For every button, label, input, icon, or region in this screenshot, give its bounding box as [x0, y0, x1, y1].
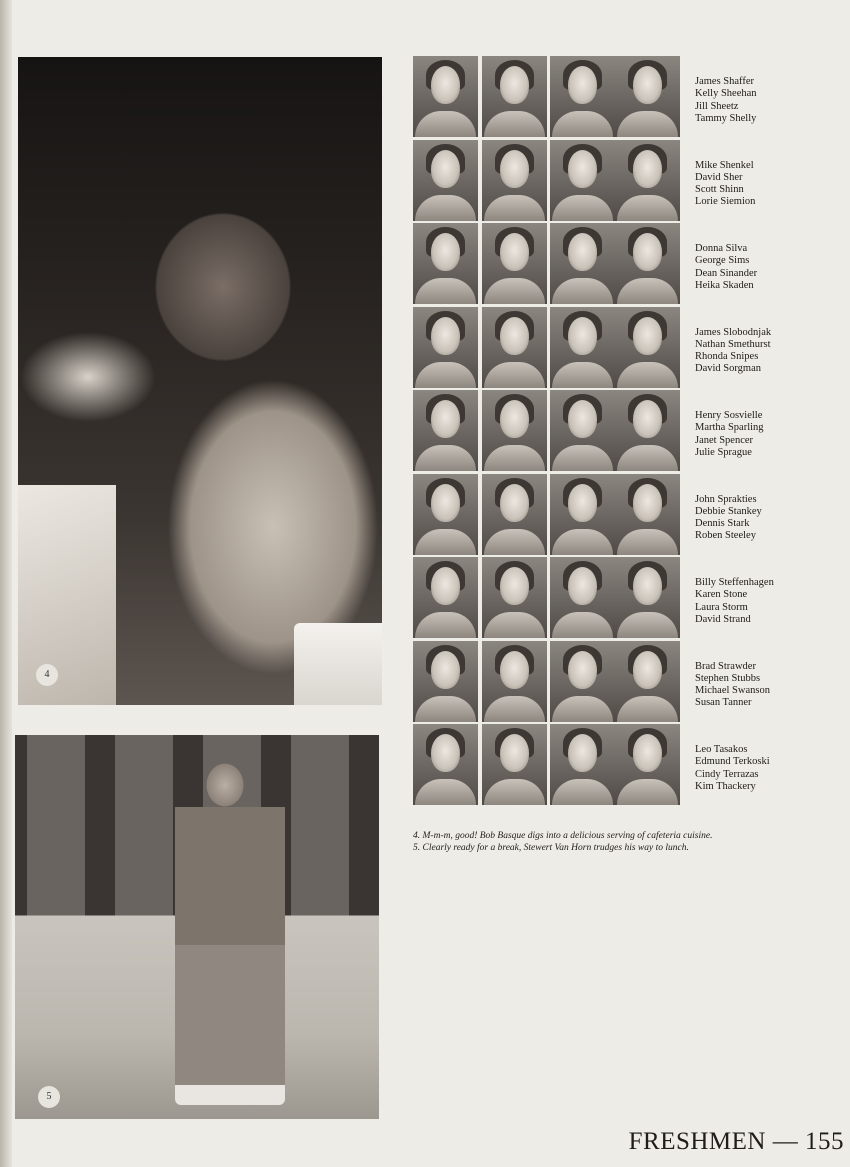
photo-number-badge: 4: [36, 664, 58, 686]
student-name: Tammy Shelly: [695, 112, 757, 124]
student-portrait: [550, 724, 615, 805]
student-portrait: [615, 557, 680, 638]
student-portrait: [615, 641, 680, 722]
page-binding-edge: [0, 0, 12, 1167]
name-list: [695, 494, 845, 543]
student-portrait: [482, 140, 547, 221]
student-portrait: [413, 56, 478, 137]
student-portrait: [482, 641, 547, 722]
portrait-row: [413, 307, 680, 388]
name-list: [695, 410, 845, 459]
student-name: Leo Tasakos: [695, 744, 748, 755]
name-list: [695, 327, 845, 376]
student-portrait: [482, 223, 547, 304]
photo-student-walking: [15, 735, 379, 1119]
student-portrait: [413, 307, 478, 388]
name-list: [695, 160, 845, 209]
portrait-row: [413, 557, 680, 638]
name-list: [695, 577, 845, 626]
student-portrait: [615, 724, 680, 805]
student-name: Scott Shinn: [695, 184, 744, 196]
photo-student-eating: [18, 57, 382, 705]
student-portrait: [482, 56, 547, 137]
student-portrait: [482, 474, 547, 555]
student-portrait: [550, 140, 615, 221]
student-name: Dean Sinander: [695, 267, 758, 279]
student-portrait: [615, 307, 680, 388]
photo-caption: 4. M-m-m, good! Bob Basque digs into a delicious serving of cafeteria cuisine. 5. Clearly ready for a break, Stewert Van Horn trudges his way to lunch.: [413, 831, 713, 853]
student-portrait: [482, 390, 547, 471]
student-portrait: [550, 390, 615, 471]
student-name: Janet Spencer: [695, 434, 754, 446]
name-list: [695, 76, 845, 125]
student-name: Lorie Siemion: [695, 196, 756, 208]
student-portrait: [482, 307, 547, 388]
student-name: John Sprakties: [695, 493, 757, 505]
student-portrait: [413, 140, 478, 221]
name-list: [695, 744, 845, 793]
student-name: Karen Stone: [695, 589, 748, 601]
student-name: Kim Thackery: [695, 780, 756, 792]
portrait-row: [413, 641, 680, 722]
student-portrait: [550, 56, 615, 137]
student-portrait: [413, 390, 478, 471]
student-name: Nathan Smethurst: [695, 338, 771, 350]
portrait-row: [413, 390, 680, 471]
student-name: George Sims: [695, 255, 750, 267]
student-name: Jill Sheetz: [695, 100, 739, 112]
student-name: David Strand: [695, 613, 751, 625]
student-name: Edmund Terkoski: [695, 756, 770, 768]
student-portrait: [413, 724, 478, 805]
portrait-row: [413, 724, 680, 805]
student-portrait: [550, 223, 615, 304]
student-portrait: [615, 223, 680, 304]
student-portrait: [615, 474, 680, 555]
section-title: FRESHMEN: [628, 1128, 766, 1155]
student-name: James Shaffer: [695, 76, 754, 87]
student-name: Martha Sparling: [695, 422, 764, 434]
student-name: Laura Storm: [695, 601, 748, 613]
student-name: Donna Silva: [695, 243, 748, 254]
drink-cup: [294, 623, 382, 705]
student-portrait: [550, 557, 615, 638]
photo-number-badge: 5: [38, 1086, 60, 1108]
student-name: Debbie Stankey: [695, 505, 762, 517]
student-portrait: [615, 56, 680, 137]
student-name: Kelly Sheehan: [695, 88, 757, 100]
student-portrait: [413, 641, 478, 722]
student-name: Billy Steffenhagen: [695, 577, 774, 588]
student-name: Roben Steeley: [695, 530, 756, 542]
page-footer: [629, 1128, 844, 1156]
student-name: Henry Sosvielle: [695, 410, 763, 421]
student-portrait: [413, 474, 478, 555]
student-name: Cindy Terrazas: [695, 768, 759, 780]
student-name: Julie Sprague: [695, 446, 752, 458]
portrait-row: [413, 56, 680, 137]
student-name: Heika Skaden: [695, 279, 754, 291]
student-name: David Sorgman: [695, 363, 762, 375]
student-portrait: [615, 390, 680, 471]
portrait-row: [413, 474, 680, 555]
student-name: James Slobodnjak: [695, 326, 772, 338]
name-list: [695, 661, 845, 710]
portrait-row: [413, 223, 680, 304]
student-portrait: [550, 474, 615, 555]
name-list: [695, 243, 845, 292]
student-name: Dennis Stark: [695, 518, 750, 530]
student-portrait: [413, 557, 478, 638]
portrait-row: [413, 140, 680, 221]
student-name: Brad Strawder: [695, 660, 756, 672]
student-portrait: [413, 223, 478, 304]
student-portrait: [482, 724, 547, 805]
lunch-bag: [18, 485, 116, 705]
student-name: Stephen Stubbs: [695, 672, 761, 684]
student-portrait: [615, 140, 680, 221]
student-name: David Sher: [695, 171, 743, 183]
student-portrait: [550, 641, 615, 722]
student-portrait: [550, 307, 615, 388]
footer-separator: —: [772, 1128, 799, 1155]
student-name: Rhonda Snipes: [695, 351, 759, 363]
student-name: Mike Shenkel: [695, 159, 754, 171]
student-portrait: [482, 557, 547, 638]
student-name: Michael Swanson: [695, 685, 770, 697]
page-number: 155: [805, 1128, 844, 1155]
student-name: Susan Tanner: [695, 697, 752, 709]
walking-student-figure: [175, 745, 285, 1105]
